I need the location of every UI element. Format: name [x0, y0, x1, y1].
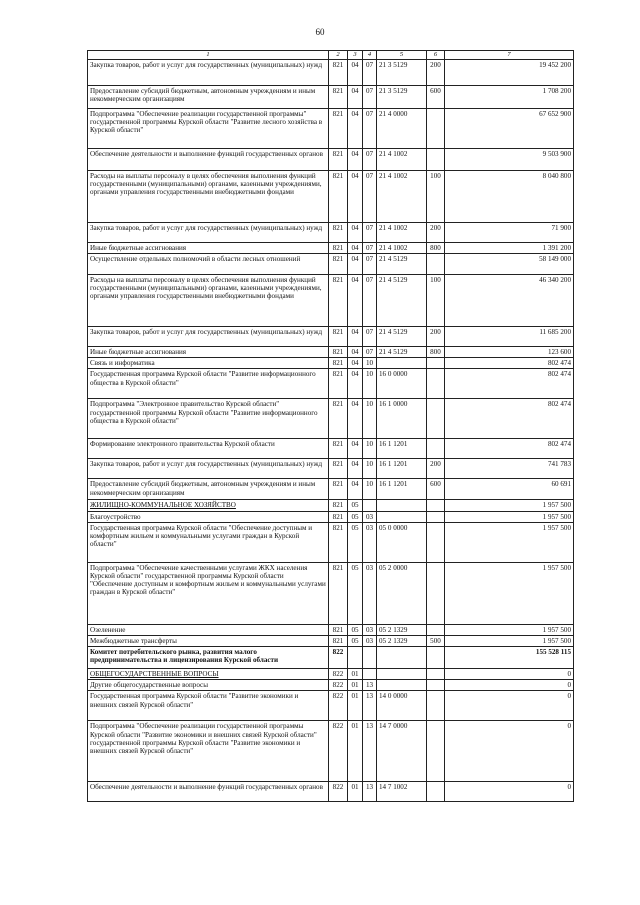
expense-type-cell: 800: [427, 347, 445, 358]
amount-cell: 1 957 500: [445, 624, 574, 635]
item-name-cell: Связь и информатика: [88, 358, 329, 369]
admin-code-cell: 822: [329, 721, 348, 782]
item-name-cell: Государственная программа Курской области "Развитие экономики и внешних связей Курской области": [88, 691, 329, 721]
column-number: 2: [329, 51, 348, 60]
expense-type-cell: [427, 500, 445, 511]
admin-code-cell: 821: [329, 635, 348, 646]
amount-cell: 0: [445, 721, 574, 782]
target-article-cell: 16 1 1201: [377, 459, 427, 479]
target-article-cell: [377, 358, 427, 369]
target-article-cell: 16 1 0000: [377, 399, 427, 439]
target-article-cell: 21 4 0000: [377, 109, 427, 149]
expense-type-cell: [427, 647, 445, 669]
table-row: [88, 358, 574, 369]
target-article-cell: 21 4 5129: [377, 275, 427, 327]
amount-cell: 1 957 500: [445, 522, 574, 562]
subsection-code-cell: 10: [363, 479, 377, 500]
column-number: 3: [348, 51, 363, 60]
target-article-cell: [377, 500, 427, 511]
amount-cell: 802 474: [445, 358, 574, 369]
table-row: [88, 109, 574, 149]
admin-code-cell: 821: [329, 358, 348, 369]
expense-type-cell: [427, 522, 445, 562]
admin-code-cell: 821: [329, 459, 348, 479]
table-row: [88, 500, 574, 511]
target-article-cell: 05 0 0000: [377, 522, 427, 562]
admin-code-cell: 821: [329, 86, 348, 109]
table-row: [88, 647, 574, 669]
table-row: [88, 669, 574, 680]
subsection-code-cell: 07: [363, 275, 377, 327]
admin-code-cell: 821: [329, 522, 348, 562]
column-number-row: [88, 51, 574, 60]
target-article-cell: 16 0 0000: [377, 369, 427, 399]
amount-cell: 19 452 200: [445, 60, 574, 86]
expense-type-cell: 200: [427, 223, 445, 243]
admin-code-cell: 821: [329, 327, 348, 347]
target-article-cell: 14 7 1002: [377, 782, 427, 802]
admin-code-cell: 821: [329, 500, 348, 511]
subsection-code-cell: 13: [363, 691, 377, 721]
amount-cell: 0: [445, 669, 574, 680]
item-name-cell: Межбюджетные трансферты: [88, 635, 329, 646]
admin-code-cell: 821: [329, 149, 348, 171]
admin-code-cell: 821: [329, 511, 348, 522]
section-code-cell: 04: [348, 369, 363, 399]
section-code-cell: 04: [348, 109, 363, 149]
subsection-code-cell: 07: [363, 149, 377, 171]
target-article-cell: [377, 511, 427, 522]
subsection-code-cell: 13: [363, 721, 377, 782]
item-name-cell: Иные бюджетные ассигнования: [88, 347, 329, 358]
admin-code-cell: 822: [329, 669, 348, 680]
admin-code-cell: 822: [329, 691, 348, 721]
expense-type-cell: [427, 624, 445, 635]
item-name-cell: ОБЩЕГОСУДАРСТВЕННЫЕ ВОПРОСЫ: [88, 669, 329, 680]
section-code-cell: 04: [348, 254, 363, 275]
page-number: 60: [315, 27, 325, 37]
amount-cell: 9 503 900: [445, 149, 574, 171]
expense-type-cell: [427, 358, 445, 369]
expense-type-cell: 600: [427, 86, 445, 109]
amount-cell: 71 900: [445, 223, 574, 243]
target-article-cell: 05 2 1329: [377, 624, 427, 635]
admin-code-cell: 821: [329, 624, 348, 635]
target-article-cell: 21 4 5129: [377, 347, 427, 358]
subsection-code-cell: [363, 669, 377, 680]
subsection-code-cell: 10: [363, 439, 377, 459]
section-code-cell: 01: [348, 680, 363, 691]
item-name-cell: Иные бюджетные ассигнования: [88, 243, 329, 254]
item-name-cell: Другие общегосударственные вопросы: [88, 680, 329, 691]
amount-cell: 0: [445, 680, 574, 691]
amount-cell: 46 340 200: [445, 275, 574, 327]
item-name-cell: Комитет потребительского рынка, развития малого предпринимательства и лицензирования Курской области: [88, 647, 329, 669]
section-code-cell: 04: [348, 327, 363, 347]
admin-code-cell: 822: [329, 680, 348, 691]
expense-type-cell: [427, 109, 445, 149]
item-name-cell: ЖИЛИЩНО-КОММУНАЛЬНОЕ ХОЗЯЙСТВО: [88, 500, 329, 511]
subsection-code-cell: [363, 500, 377, 511]
item-name-cell: Закупка товаров, работ и услуг для государственных (муниципальных) нужд: [88, 327, 329, 347]
amount-cell: 58 149 000: [445, 254, 574, 275]
amount-cell: 1 957 500: [445, 511, 574, 522]
target-article-cell: 14 0 0000: [377, 691, 427, 721]
amount-cell: 11 685 200: [445, 327, 574, 347]
table-row: [88, 399, 574, 439]
table-row: [88, 60, 574, 86]
target-article-cell: 21 4 1002: [377, 223, 427, 243]
target-article-cell: 05 2 0000: [377, 562, 427, 624]
subsection-code-cell: 07: [363, 86, 377, 109]
item-name-cell: Государственная программа Курской области "Развитие информационного общества в Курской области": [88, 369, 329, 399]
section-code-cell: 01: [348, 669, 363, 680]
table-row: [88, 86, 574, 109]
admin-code-cell: 821: [329, 479, 348, 500]
table-row: [88, 721, 574, 782]
target-article-cell: 21 4 1002: [377, 243, 427, 254]
subsection-code-cell: 07: [363, 223, 377, 243]
section-code-cell: 01: [348, 721, 363, 782]
section-code-cell: 04: [348, 149, 363, 171]
item-name-cell: Подпрограмма "Обеспечение реализации государственной программы Курской области "Развитие экономики и внешних связей Курской области" государственной программы Курской области "Развитие экономики и внешних связей Курской области": [88, 721, 329, 782]
table-row: [88, 254, 574, 275]
expense-type-cell: 200: [427, 60, 445, 86]
expense-type-cell: 500: [427, 635, 445, 646]
admin-code-cell: 821: [329, 347, 348, 358]
table-row: [88, 223, 574, 243]
admin-code-cell: 821: [329, 171, 348, 223]
table-row: [88, 562, 574, 624]
table-row: [88, 511, 574, 522]
item-name-cell: Расходы на выплаты персоналу в целях обеспечения выполнения функций государственными (муниципальными) органами, казенными учреждениями, органами управления государственными внебюджетными фондами: [88, 171, 329, 223]
item-name-cell: Предоставление субсидий бюджетным, автономным учреждениям и иным некоммерческим организациям: [88, 86, 329, 109]
expense-type-cell: [427, 680, 445, 691]
subsection-code-cell: 10: [363, 369, 377, 399]
amount-cell: 802 474: [445, 439, 574, 459]
item-name-cell: Обеспечение деятельности и выполнение функций государственных органов: [88, 782, 329, 802]
subsection-code-cell: 07: [363, 347, 377, 358]
expense-type-cell: [427, 721, 445, 782]
admin-code-cell: 821: [329, 109, 348, 149]
subsection-code-cell: 10: [363, 358, 377, 369]
section-code-cell: 01: [348, 782, 363, 802]
subsection-code-cell: 07: [363, 327, 377, 347]
item-name-cell: Подпрограмма "Обеспечение качественными услугами ЖКХ населения Курской области" государственной программы Курской области "Обеспечение доступным и комфортным жильем и коммунальными услугами граждан в Курской области": [88, 562, 329, 624]
item-name-cell: Государственная программа Курской области "Обеспечение доступным и комфортным жильем и коммунальными услугами граждан в Курской области": [88, 522, 329, 562]
column-number: 1: [88, 51, 329, 60]
item-name-cell: Закупка товаров, работ и услуг для государственных (муниципальных) нужд: [88, 459, 329, 479]
table-row: [88, 522, 574, 562]
section-code-cell: 04: [348, 479, 363, 500]
table-row: [88, 171, 574, 223]
expense-type-cell: 100: [427, 171, 445, 223]
budget-table: [87, 50, 574, 802]
admin-code-cell: 821: [329, 439, 348, 459]
table-row: [88, 691, 574, 721]
table-row: [88, 624, 574, 635]
amount-cell: 741 783: [445, 459, 574, 479]
subsection-code-cell: 03: [363, 635, 377, 646]
expense-type-cell: [427, 254, 445, 275]
section-code-cell: 05: [348, 635, 363, 646]
item-name-cell: Формирование электронного правительства Курской области: [88, 439, 329, 459]
section-code-cell: 01: [348, 691, 363, 721]
amount-cell: 802 474: [445, 369, 574, 399]
table-row: [88, 347, 574, 358]
target-article-cell: 21 3 5129: [377, 60, 427, 86]
amount-cell: 1 957 500: [445, 635, 574, 646]
table-row: [88, 635, 574, 646]
subsection-code-cell: [363, 647, 377, 669]
table-row: [88, 275, 574, 327]
table-row: [88, 439, 574, 459]
target-article-cell: [377, 680, 427, 691]
target-article-cell: 14 7 0000: [377, 721, 427, 782]
amount-cell: 1 391 200: [445, 243, 574, 254]
section-code-cell: 04: [348, 60, 363, 86]
admin-code-cell: 821: [329, 243, 348, 254]
amount-cell: 0: [445, 782, 574, 802]
expense-type-cell: [427, 439, 445, 459]
item-name-cell: Закупка товаров, работ и услуг для государственных (муниципальных) нужд: [88, 223, 329, 243]
item-name-cell: Благоустройство: [88, 511, 329, 522]
target-article-cell: 21 4 5129: [377, 327, 427, 347]
item-name-cell: Обеспечение деятельности и выполнение функций государственных органов: [88, 149, 329, 171]
table-row: [88, 149, 574, 171]
admin-code-cell: 821: [329, 399, 348, 439]
item-name-cell: Осуществление отдельных полномочий в области лесных отношений: [88, 254, 329, 275]
item-name-cell: Подпрограмма "Обеспечение реализации государственной программы" государственной программы Курской области "Развитие лесного хозяйства в Курской области": [88, 109, 329, 149]
target-article-cell: 16 1 1201: [377, 479, 427, 500]
admin-code-cell: 822: [329, 647, 348, 669]
expense-type-cell: [427, 691, 445, 721]
amount-cell: 8 040 800: [445, 171, 574, 223]
admin-code-cell: 821: [329, 223, 348, 243]
subsection-code-cell: 03: [363, 624, 377, 635]
section-code-cell: 04: [348, 399, 363, 439]
column-number: 7: [445, 51, 574, 60]
section-code-cell: 04: [348, 223, 363, 243]
amount-cell: 67 652 900: [445, 109, 574, 149]
expense-type-cell: [427, 369, 445, 399]
amount-cell: 1 957 500: [445, 562, 574, 624]
section-code-cell: 04: [348, 358, 363, 369]
expense-type-cell: 600: [427, 479, 445, 500]
item-name-cell: Предоставление субсидий бюджетным, автономным учреждениям и иным некоммерческим организациям: [88, 479, 329, 500]
target-article-cell: 21 4 1002: [377, 171, 427, 223]
target-article-cell: 21 4 5129: [377, 254, 427, 275]
column-number: 6: [427, 51, 445, 60]
subsection-code-cell: 13: [363, 782, 377, 802]
target-article-cell: 16 1 1201: [377, 439, 427, 459]
table-row: [88, 369, 574, 399]
subsection-code-cell: 03: [363, 511, 377, 522]
subsection-code-cell: 10: [363, 459, 377, 479]
section-code-cell: 04: [348, 275, 363, 327]
subsection-code-cell: 07: [363, 60, 377, 86]
item-name-cell: Расходы на выплаты персоналу в целях обеспечения выполнения функций государственными (муниципальными) органами, казенными учреждениями, органами управления государственными внебюджетными фондами: [88, 275, 329, 327]
amount-cell: 802 474: [445, 399, 574, 439]
section-code-cell: 05: [348, 511, 363, 522]
target-article-cell: 05 2 1329: [377, 635, 427, 646]
expense-type-cell: 100: [427, 275, 445, 327]
expense-type-cell: 800: [427, 243, 445, 254]
subsection-code-cell: 03: [363, 522, 377, 562]
section-code-cell: 04: [348, 347, 363, 358]
table-row: [88, 680, 574, 691]
table-row: [88, 782, 574, 802]
admin-code-cell: 821: [329, 562, 348, 624]
target-article-cell: 21 3 5129: [377, 86, 427, 109]
admin-code-cell: 822: [329, 782, 348, 802]
subsection-code-cell: 03: [363, 562, 377, 624]
table-row: [88, 243, 574, 254]
expense-type-cell: 200: [427, 459, 445, 479]
expense-type-cell: [427, 669, 445, 680]
column-number: 5: [377, 51, 427, 60]
admin-code-cell: 821: [329, 369, 348, 399]
expense-type-cell: 200: [427, 327, 445, 347]
section-code-cell: 05: [348, 522, 363, 562]
subsection-code-cell: 07: [363, 243, 377, 254]
section-code-cell: 04: [348, 243, 363, 254]
section-code-cell: 05: [348, 562, 363, 624]
amount-cell: 123 600: [445, 347, 574, 358]
section-code-cell: 04: [348, 439, 363, 459]
target-article-cell: 21 4 1002: [377, 149, 427, 171]
subsection-code-cell: 07: [363, 171, 377, 223]
amount-cell: 155 528 115: [445, 647, 574, 669]
column-number: 4: [363, 51, 377, 60]
target-article-cell: [377, 647, 427, 669]
expense-type-cell: [427, 511, 445, 522]
amount-cell: 1 708 200: [445, 86, 574, 109]
expense-type-cell: [427, 562, 445, 624]
amount-cell: 0: [445, 691, 574, 721]
item-name-cell: Озеленение: [88, 624, 329, 635]
admin-code-cell: 821: [329, 60, 348, 86]
amount-cell: 60 691: [445, 479, 574, 500]
section-code-cell: 05: [348, 624, 363, 635]
section-code-cell: 04: [348, 459, 363, 479]
table-row: [88, 327, 574, 347]
expense-type-cell: [427, 149, 445, 171]
expense-type-cell: [427, 399, 445, 439]
item-name-cell: Подпрограмма "Электронное правительство Курской области" государственной программы Курской области "Развитие информационного общества в Курской области": [88, 399, 329, 439]
admin-code-cell: 821: [329, 254, 348, 275]
table-row: [88, 459, 574, 479]
subsection-code-cell: 10: [363, 399, 377, 439]
expense-type-cell: [427, 782, 445, 802]
item-name-cell: Закупка товаров, работ и услуг для государственных (муниципальных) нужд: [88, 60, 329, 86]
section-code-cell: 05: [348, 500, 363, 511]
subsection-code-cell: 07: [363, 109, 377, 149]
section-code-cell: 04: [348, 86, 363, 109]
subsection-code-cell: 13: [363, 680, 377, 691]
section-code-cell: 04: [348, 171, 363, 223]
amount-cell: 1 957 500: [445, 500, 574, 511]
section-code-cell: [348, 647, 363, 669]
target-article-cell: [377, 669, 427, 680]
table-row: [88, 479, 574, 500]
admin-code-cell: 821: [329, 275, 348, 327]
subsection-code-cell: 07: [363, 254, 377, 275]
